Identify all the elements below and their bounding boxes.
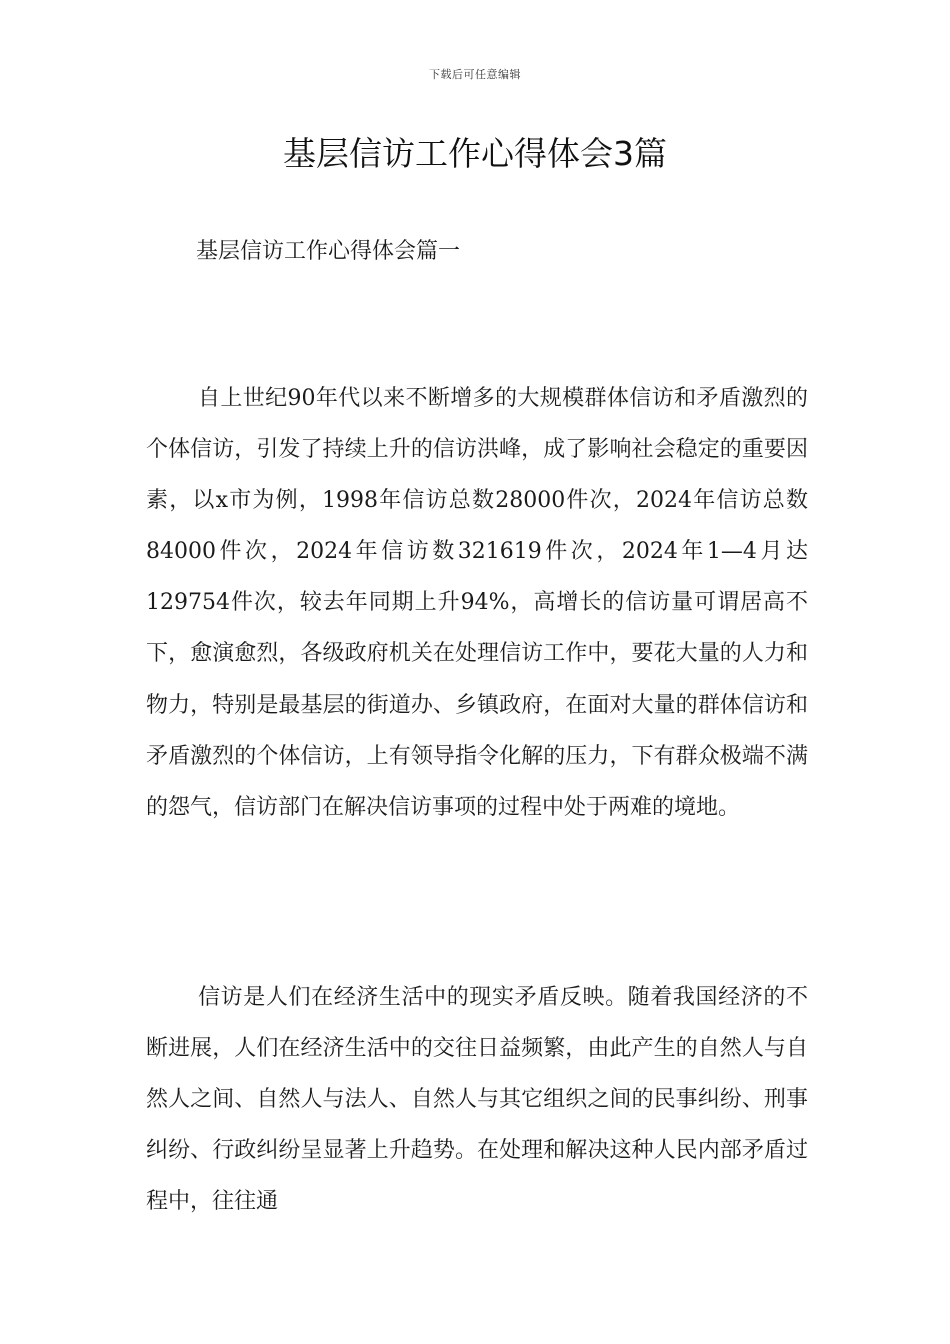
body-paragraph: 信访是人们在经济生活中的现实矛盾反映。随着我国经济的不断进展，人们在经济生活中的交往日益频繁，由此产生的自然人与自然人之间、自然人与法人、自然人与其它组织之间的民事纠纷、刑事纠纷、行政纠纷呈显著上升趋势。在处理和解决这种人民内部矛盾过程中，往往通	[146, 985, 808, 1215]
body-paragraph: 自上世纪90年代以来不断增多的大规模群体信访和矛盾激烈的个体信访，引发了持续上升的信访洪峰，成了影响社会稳定的重要因素，以x市为例，1998年信访总数28000件次，2024年信访总数84000件次，2024年信访数321619件次，2024年1—4月达129754件次，较去年同期上升94%，高增长的信访量可谓居高不下，愈演愈烈，各级政府机关在处理信访工作中，要花大量的人力和物力，特别是最基层的街道办、乡镇政府，在面对大量的群体信访和矛盾激烈的个体信访，上有领导指令化解的压力，下有群众极端不满的怨气，信访部门在解决信访事项的过程中处于两难的境地。	[146, 386, 808, 820]
document-title: 基层信访工作心得体会3篇	[283, 134, 667, 173]
section-heading: 基层信访工作心得体会篇一	[196, 239, 461, 264]
header-note: 下载后可任意编辑	[429, 68, 521, 81]
